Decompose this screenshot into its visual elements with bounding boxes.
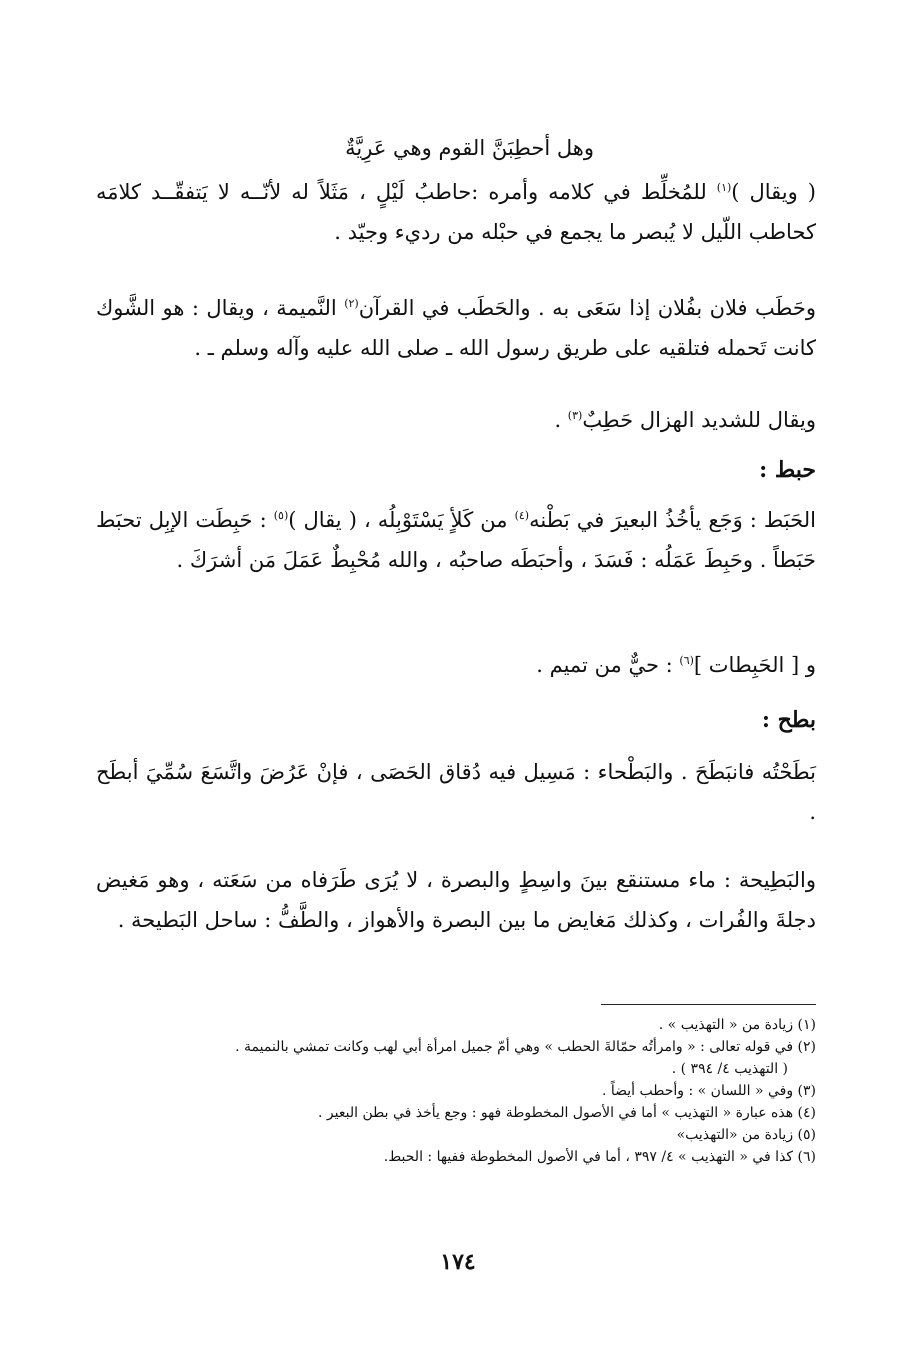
paragraph-text: : حَبِطَت الإبِل تحبَط حَبَطاً . وحَبِطَ عَمَلُه : فَسَدَ ، وأحبَطَه صاحبُه ، والله مُحْبِطٌ عَمَلَ مَن أشرَكَ .	[96, 508, 816, 572]
footnote-item: (٤) هذه عبارة « التهذيب » أما في الأصول المخطوطة فهو : وجع يأخذ في بطن البعير .	[318, 1105, 816, 1121]
footnote-ref: (٦)	[679, 654, 694, 667]
paragraph-text: وحَطَب فلان بفُلان إذا سَعَى به . والحَطَب في القرآن	[358, 296, 816, 320]
paragraph-text: ويقال للشديد الهزال حَطِبٌ	[582, 408, 816, 432]
entry-heading-batah: بطح :	[761, 707, 816, 733]
footnote-ref: (٥)	[273, 509, 289, 522]
paragraph-hatib-layl	[96, 172, 816, 252]
footnote-item: (١) زيادة من « التهذيب » .	[658, 1017, 816, 1033]
paragraph-text: ( ويقال )	[731, 180, 816, 204]
footnote-item: (٦) كذا في « التهذيب » ٤/ ٣٩٧ ، أما في الأصول المخطوطة ففيها : الحبط.	[383, 1149, 816, 1165]
footnote-item: ( التهذيب ٤/ ٣٩٤ ) .	[671, 1061, 788, 1077]
entry-heading-habat: حبط :	[759, 457, 816, 483]
paragraph-text: الحَبَط : وَجَع يأخُذُ البعيرَ في بَطْنه	[529, 508, 816, 532]
footnote-ref: (٢)	[344, 297, 359, 310]
footnotes-list	[96, 1014, 816, 1168]
paragraph-habitat	[96, 645, 816, 685]
footnote-item: (٥) زيادة من «التهذيب»	[676, 1127, 816, 1143]
paragraph-hatib-hazal	[96, 400, 816, 440]
page-number: ١٧٤	[440, 1249, 476, 1275]
paragraph-batiha: والبَطِيحة : ماء مستنقع بينَ واسِطٍ والبصرة ، لا يُرَى طَرَفاه من سَعَته ، وهو مَغيض دجلةَ والفُرات ، وكذلك مَغايض ما بين البصرة والأهواز ، والطَّفُّ : ساحل البَطيحة .	[96, 868, 816, 932]
footnote-item: (٣) وفي « اللسان » : وأحطب أيضاً .	[601, 1083, 816, 1099]
paragraph-text: و [ الحَبِطات ]	[693, 653, 816, 677]
footnote-ref: (٤)	[514, 509, 530, 522]
poetry-verse: وهل أحطِبَنَّ القوم وهي عَرِيَّةٌ	[345, 136, 594, 160]
footnote-divider	[601, 1004, 816, 1005]
paragraph-text: للمُخلِّط في كلامه وأمره :حاطبُ لَيْلٍ ، مَثَلاً له لأنّــه لا يَتفقّــد كلامَه كحاطب اللّيل لا يُبصر ما يجمع في حبْله من رديء وجيّد .	[96, 180, 816, 244]
footnote-item: (٢) في قوله تعالى : « وامرأتُه حمّالةَ الحطب » وهي أمّ جميل امرأة أبي لهب وكانت تمشي بالنميمة .	[235, 1039, 816, 1055]
paragraph-text: النَّميمة ، ويقال : هو الشَّوك كانت تَحمله فتلقيه على طريق رسول الله ـ صلى الله عليه وآله وسلم ـ .	[96, 296, 816, 360]
footnote-ref: (٣)	[567, 409, 583, 422]
paragraph-text: : حيٌّ من تميم .	[536, 653, 680, 677]
paragraph-hatab-namima	[96, 288, 816, 368]
footnote-ref: (١)	[716, 181, 732, 194]
paragraph-text: من كَلأٍ يَسْتَوْبِلُه ، ( يقال )	[288, 508, 515, 532]
paragraph-batha: بَطَحْتُه فانبَطَحَ . والبَطْحاء : مَسِيل فيه دُقاق الحَصَى ، فإنْ عَرُضَ واتَّسَعَ سُمِّيَ أبطَح .	[96, 760, 816, 824]
paragraph-habat	[96, 500, 816, 580]
paragraph-text: .	[554, 408, 568, 432]
